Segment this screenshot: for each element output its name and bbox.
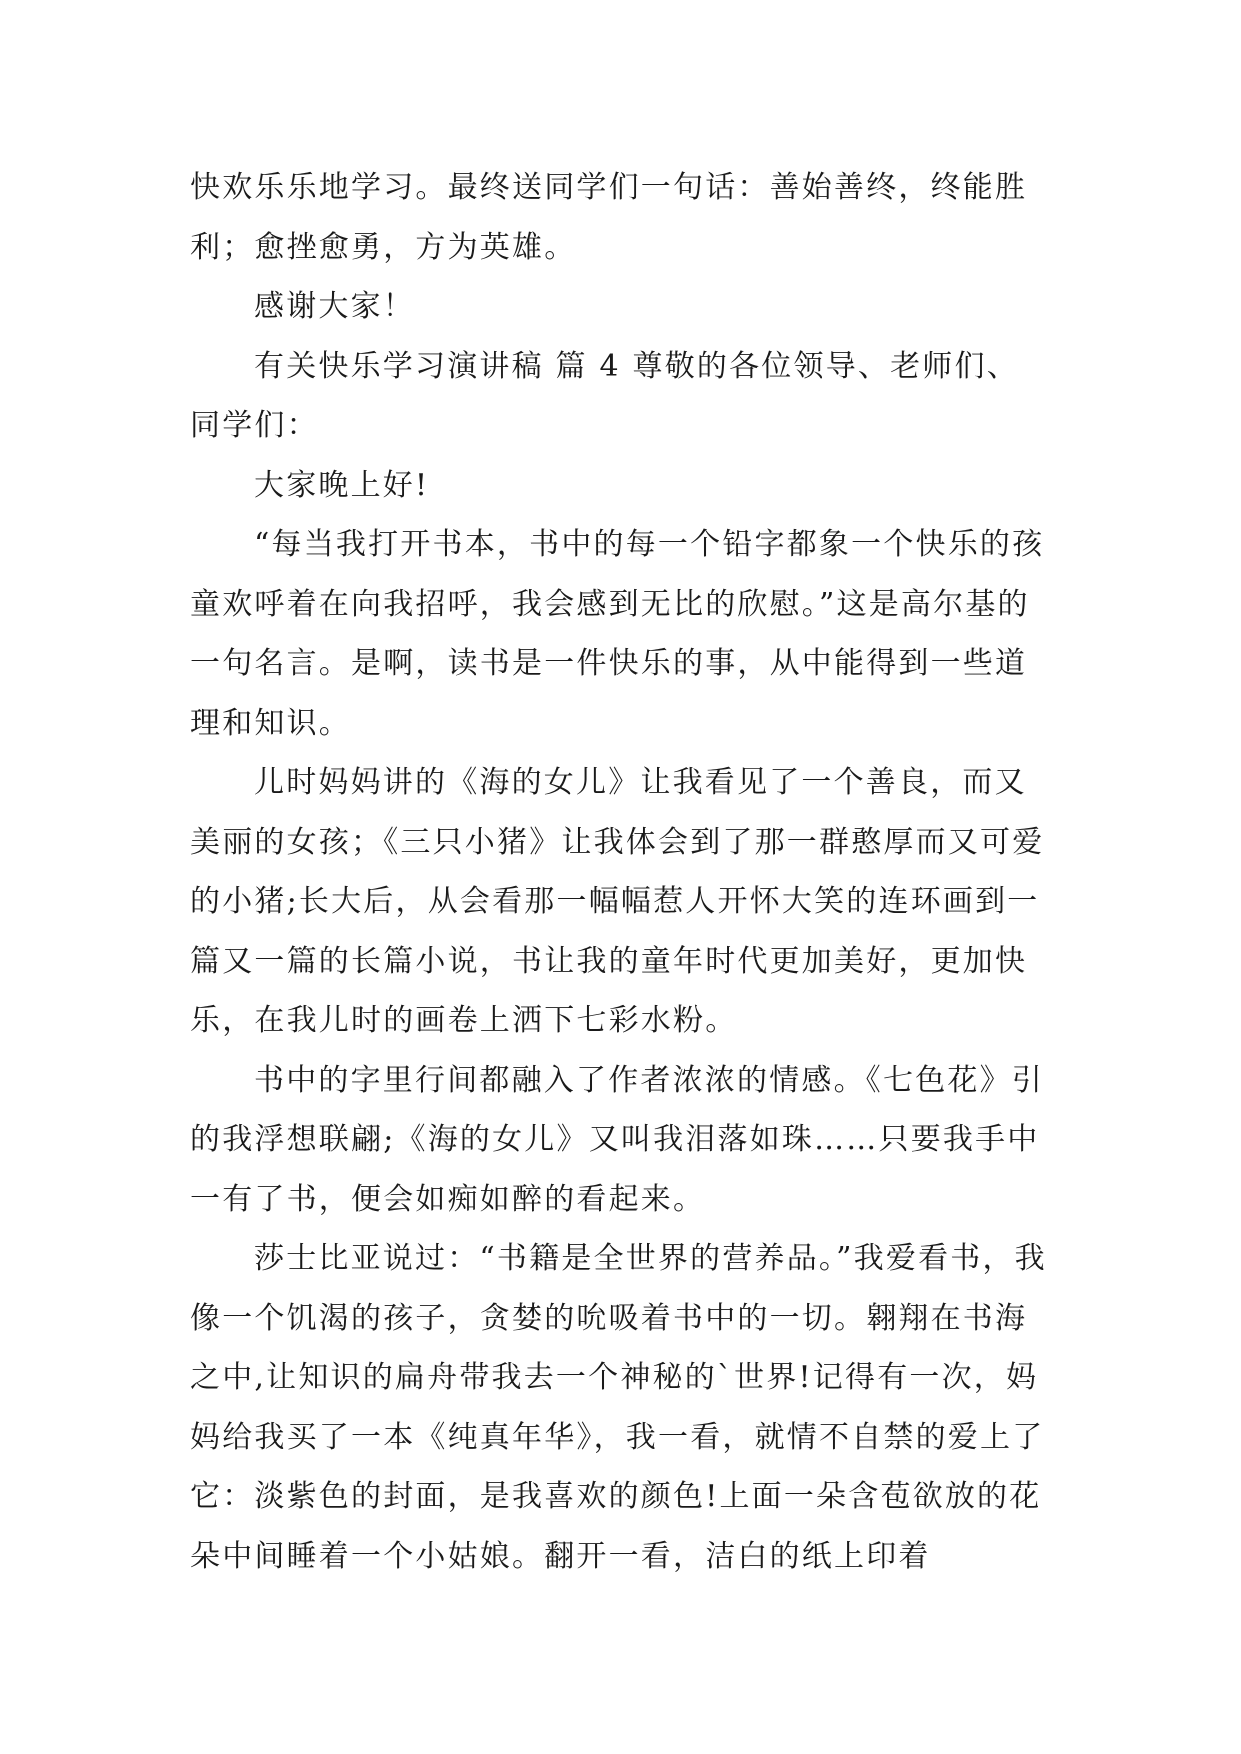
paragraph-2: 感谢大家！ xyxy=(254,289,415,324)
paragraph-7: 书中的字里行间都融入了作者浓浓的情感。《七色花》引的我浮想联翩;《海的女儿》又叫我泪落如珠……只要我手中一有了书，便会如痴如醉的看起来。 xyxy=(190,1062,1044,1217)
paragraph-4: 大家晚上好! xyxy=(254,467,430,503)
paragraph-5: “每当我打开书本，书中的每一个铅字都象一个快乐的孩童欢呼着在向我招呼，我会感到无比的欣慰。”这是高尔基的一句名言。是啊，读书是一件快乐的事，从中能得到一些道理和知识。 xyxy=(190,527,1045,741)
paragraph-8: 莎士比亚说过：“书籍是全世界的营养品。”我爱看书，我像一个饥渴的孩子，贪婪的吮吸着书中的一切。翱翔在书海之中,让知识的扁舟带我去一个神秘的`世界!记得有一次，妈妈给我买了一本《纯真年华》，我一看，就情不自禁的爱上了它：淡紫色的封面，是我喜欢的颜色!上面一朵含苞欲放的花朵中间睡着一个小姑娘。翻开一看，洁白的纸上印着 xyxy=(190,1241,1047,1574)
paragraph-6: 儿时妈妈讲的《海的女儿》让我看见了一个善良，而又美丽的女孩；《三只小猪》让我体会到了那一群憨厚而又可爱的小猪;长大后，从会看那一幅幅惹人开怀大笑的连环画到一篇又一篇的长篇小说，书让我的童年时代更加美好，更加快乐，在我儿时的画卷上洒下七彩水粉。 xyxy=(190,765,1045,1038)
paragraph-1: 快欢乐乐地学习。最终送同学们一句话：善始善终，终能胜利；愈挫愈勇，方为英雄。 xyxy=(190,170,1028,265)
paragraph-3: 有关快乐学习演讲稿 篇 4 尊敬的各位领导、老师们、同学们： xyxy=(190,348,1019,443)
document-body xyxy=(190,158,1050,1586)
